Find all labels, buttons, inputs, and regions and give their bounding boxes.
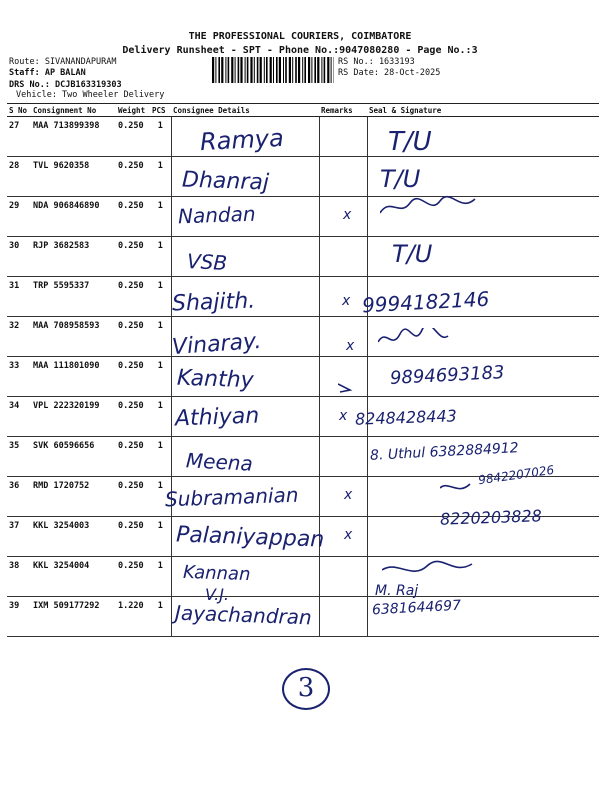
handwritten-seal-signature: 9894693183: [389, 362, 506, 389]
row-weight: 0.250: [116, 477, 150, 517]
row-sno: 30: [7, 237, 31, 277]
row-remarks-cell: [319, 117, 367, 157]
row-sno: 31: [7, 277, 31, 317]
document-subtitle: Delivery Runsheet - SPT - Phone No.:9047080280 - Page No.:3: [122, 45, 478, 56]
row-consignment-no: TVL 9620358: [31, 157, 116, 197]
table-row: [7, 277, 599, 317]
col-header-sno: S No: [7, 104, 31, 117]
remarks-mark: x: [343, 207, 352, 223]
col-header-pcs: PCS: [150, 104, 171, 117]
row-weight: 0.250: [116, 317, 150, 357]
row-sno: 27: [7, 117, 31, 157]
row-weight: 0.250: [116, 437, 150, 477]
row-sno: 29: [7, 197, 31, 237]
row-consignment-no: KKL 3254003: [31, 517, 116, 557]
row-remarks-cell: [319, 157, 367, 197]
row-weight: 0.250: [116, 357, 150, 397]
table-row: [7, 157, 599, 197]
barcode-image: [212, 57, 334, 83]
handwritten-seal-signature: 9994182146: [361, 286, 490, 318]
row-remarks-cell: [319, 517, 367, 557]
handwritten-seal-signature: 8220203828: [439, 506, 543, 529]
handwritten-consignee-name: Kannan: [182, 561, 251, 586]
col-header-consignee: Consignee Details: [171, 104, 319, 117]
rs-date: RS Date: 28-Oct-2025: [338, 68, 441, 78]
row-pcs: 1: [150, 437, 171, 477]
handwritten-signature-scribble: [338, 378, 438, 404]
runsheet-table: [7, 103, 599, 637]
handwritten-seal-signature: T/U: [388, 127, 432, 157]
row-consignment-no: RJP 3682583: [31, 237, 116, 277]
row-remarks-cell: [319, 437, 367, 477]
remarks-mark: x: [339, 408, 348, 424]
handwritten-consignee-name: Dhanraj: [181, 167, 270, 196]
col-header-weight: Weight: [116, 104, 150, 117]
row-sno: 39: [7, 597, 31, 637]
row-weight: 0.250: [116, 237, 150, 277]
row-sno: 33: [7, 357, 31, 397]
handwritten-consignee-name: Kanthy: [176, 365, 255, 394]
row-consignment-no: MAA 708958593: [31, 317, 116, 357]
row-weight: 0.250: [116, 517, 150, 557]
row-pcs: 1: [150, 317, 171, 357]
handwritten-consignee-name: Nandan: [177, 201, 256, 229]
row-consignment-no: RMD 1720752: [31, 477, 116, 517]
handwritten-consignee-name: VSB: [186, 248, 228, 276]
handwritten-signature-scribble: [440, 480, 540, 506]
handwritten-consignee-name: V.J.: [205, 585, 229, 604]
row-sno: 34: [7, 397, 31, 437]
row-remarks-cell: [319, 597, 367, 637]
row-pcs: 1: [150, 197, 171, 237]
handwritten-consignee-name: Palaniyappan: [175, 522, 325, 553]
handwritten-seal-signature: T/U: [380, 165, 421, 193]
row-consignment-no: TRP 5595337: [31, 277, 116, 317]
handwritten-seal-signature: 8. Uthul 6382884912: [369, 440, 520, 464]
handwritten-signature-scribble: [378, 328, 478, 354]
row-pcs: 1: [150, 397, 171, 437]
document-title: THE PROFESSIONAL COURIERS, COIMBATORE: [188, 31, 412, 42]
table-header-row: [7, 104, 599, 117]
staff-label: Staff: AP BALAN: [9, 68, 86, 78]
handwritten-consignee-name: Meena: [185, 448, 254, 476]
vehicle-label: Vehicle: Two Wheeler Delivery: [16, 90, 165, 100]
handwritten-seal-signature: M. Raj: [375, 583, 419, 599]
handwritten-consignee-name: Shajith.: [171, 288, 256, 317]
table-row: [7, 317, 599, 357]
row-sno: 38: [7, 557, 31, 597]
row-sno: 36: [7, 477, 31, 517]
row-sno: 37: [7, 517, 31, 557]
handwritten-seal-signature: 8248428443: [354, 406, 458, 429]
row-remarks-cell: [319, 317, 367, 357]
remarks-mark: x: [342, 293, 351, 309]
handwritten-signature-scribble: [380, 195, 480, 221]
row-pcs: 1: [150, 277, 171, 317]
row-weight: 0.250: [116, 157, 150, 197]
remarks-mark: x: [346, 338, 355, 354]
row-remarks-cell: [319, 237, 367, 277]
row-sno: 32: [7, 317, 31, 357]
row-consignment-no: MAA 713899398: [31, 117, 116, 157]
row-pcs: 1: [150, 517, 171, 557]
row-pcs: 1: [150, 597, 171, 637]
col-header-seal: Seal & Signature: [367, 104, 599, 117]
row-pcs: 1: [150, 357, 171, 397]
row-pcs: 1: [150, 157, 171, 197]
row-pcs: 1: [150, 477, 171, 517]
row-consignment-no: KKL 3254004: [31, 557, 116, 597]
handwritten-consignee-name: Athiyan: [174, 403, 260, 432]
handwritten-consignee-name: Subramanian: [164, 482, 299, 512]
row-weight: 0.250: [116, 557, 150, 597]
handwritten-signature-scribble: [382, 560, 482, 586]
col-header-consignment: Consignment No: [31, 104, 116, 117]
row-remarks-cell: [319, 557, 367, 597]
row-consignment-no: NDA 906846890: [31, 197, 116, 237]
rs-number: RS No.: 1633193: [338, 57, 415, 67]
row-weight: 0.250: [116, 397, 150, 437]
row-weight: 0.250: [116, 277, 150, 317]
row-pcs: 1: [150, 237, 171, 277]
row-consignment-no: IXM 509177292: [31, 597, 116, 637]
row-weight: 0.250: [116, 197, 150, 237]
table-row: [7, 197, 599, 237]
row-pcs: 1: [150, 117, 171, 157]
table-row: [7, 117, 599, 157]
row-consignment-no: SVK 60596656: [31, 437, 116, 477]
route-label: Route: SIVANANDAPURAM: [9, 57, 117, 67]
handwritten-seal-signature: 9842207026: [477, 462, 555, 488]
table-row: [7, 357, 599, 397]
row-remarks-cell: [319, 477, 367, 517]
remarks-mark: x: [344, 527, 353, 543]
row-consignment-no: MAA 111801090: [31, 357, 116, 397]
handwritten-seal-signature: T/U: [392, 240, 433, 268]
row-pcs: 1: [150, 557, 171, 597]
row-weight: 0.250: [116, 117, 150, 157]
drs-number: DRS No.: DCJB163319303: [9, 80, 122, 90]
handwritten-seal-signature: 6381644697: [371, 597, 462, 619]
page-number-circle: [282, 668, 330, 710]
table-row: [7, 557, 599, 597]
row-sno: 28: [7, 157, 31, 197]
page-number-handwritten: 3: [297, 673, 315, 703]
handwritten-consignee-name: Vinaray.: [171, 328, 263, 361]
row-sno: 35: [7, 437, 31, 477]
handwritten-consignee-name: Jayachandran: [174, 600, 313, 630]
row-consignment-no: VPL 222320199: [31, 397, 116, 437]
table-row: [7, 397, 599, 437]
table-row: [7, 237, 599, 277]
col-header-remarks: Remarks: [319, 104, 367, 117]
remarks-mark: x: [344, 487, 353, 503]
row-weight: 1.220: [116, 597, 150, 637]
handwritten-consignee-name: Ramya: [199, 123, 285, 157]
